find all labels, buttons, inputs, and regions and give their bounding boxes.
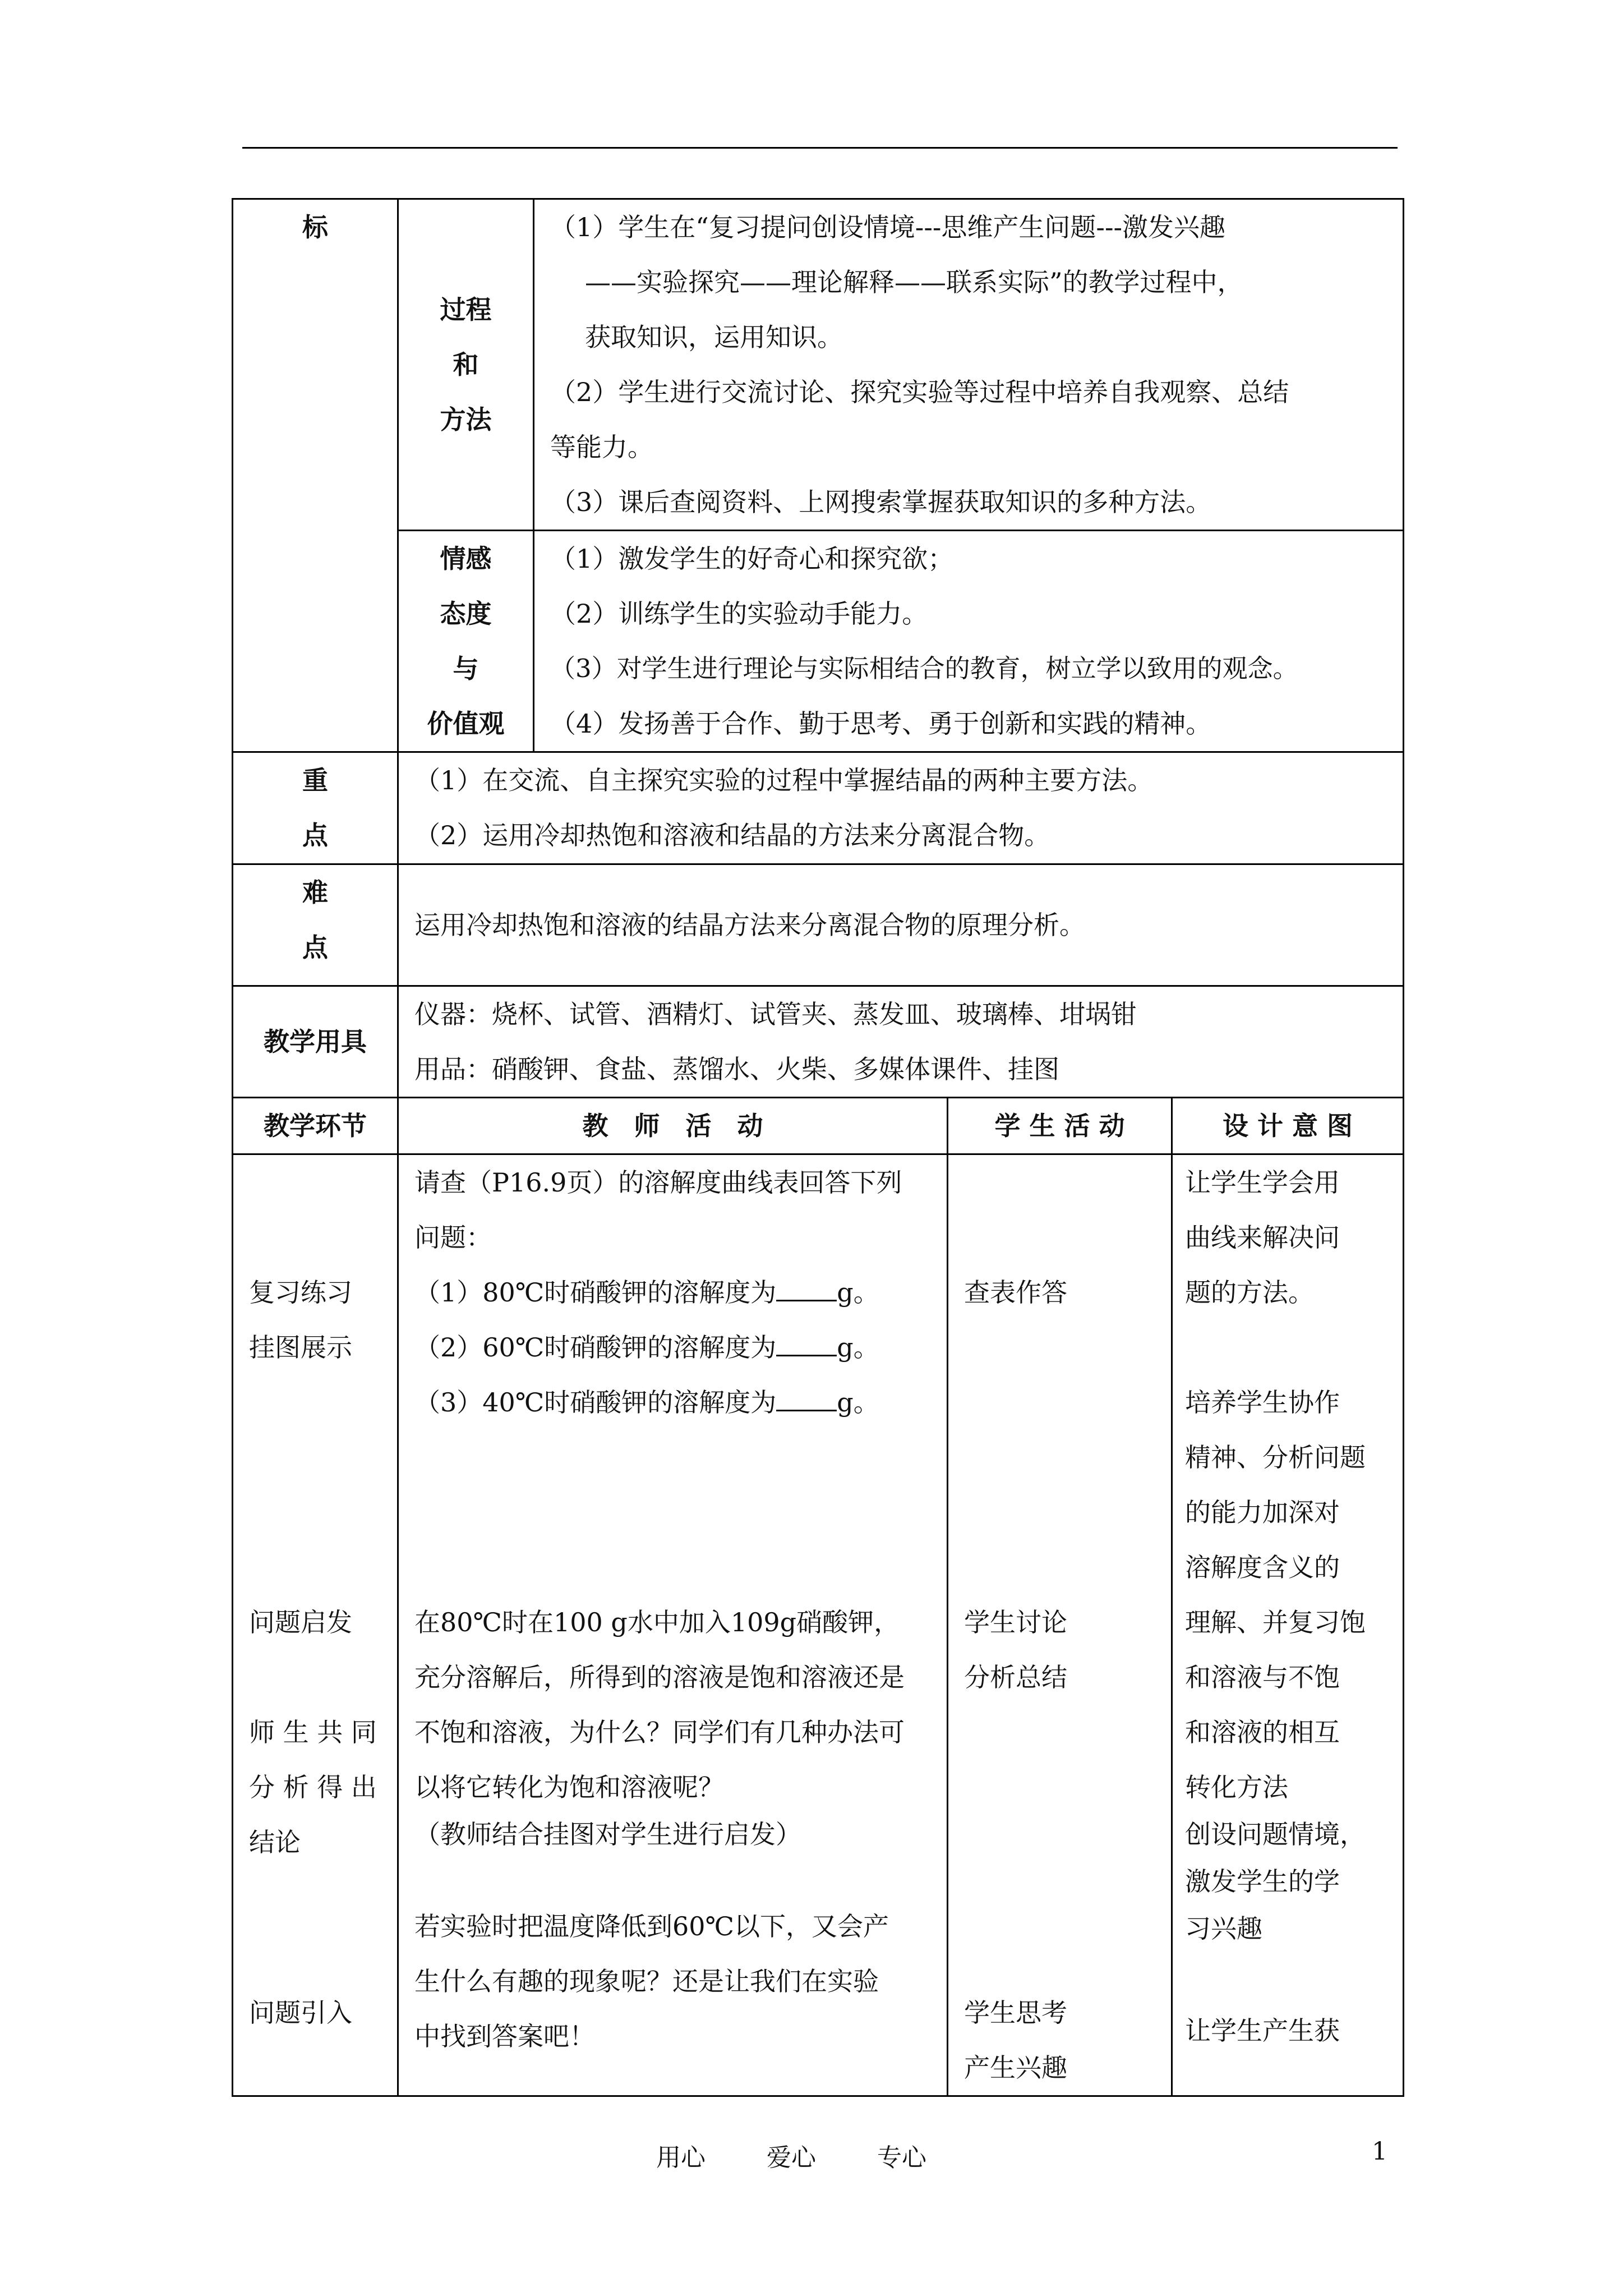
difficult-points-label-1: 难 — [302, 877, 328, 908]
process-method-item: 等能力。 — [550, 432, 653, 462]
teacher-question: （3）40℃时硝酸钾的溶解度为 g。 — [414, 1387, 879, 1418]
teacher-intro: 中找到答案吧！ — [414, 2021, 595, 2051]
stage-label: 复习练习 — [249, 1277, 352, 1308]
teacher-question: （1）80℃时硝酸钾的溶解度为 g。 — [414, 1277, 879, 1308]
design-intent-line: 溶解度含义的 — [1185, 1552, 1340, 1582]
key-points-label-2: 点 — [302, 820, 328, 850]
teaching-tools-row — [233, 986, 1404, 1098]
difficult-points-row — [233, 864, 1404, 986]
process-method-item: ——实验探究——理论解释——联系实际”的教学过程中， — [585, 267, 1243, 297]
key-point-item: （2）运用冷却热饱和溶液和结晶的方法来分离混合物。 — [414, 820, 1050, 850]
key-point-item: （1）在交流、自主探究实验的过程中掌握结晶的两种主要方法。 — [414, 765, 1154, 795]
process-method-item: （3）课后查阅资料、上网搜索掌握获取知识的多种方法。 — [550, 487, 1212, 517]
difficult-points-label-cell — [233, 864, 398, 986]
difficult-point-text: 运用冷却热饱和溶液的结晶方法来分离混合物的原理分析。 — [414, 910, 1085, 940]
objective-label-cell — [233, 199, 398, 752]
stage-label: 师 生 共 同 — [249, 1717, 377, 1747]
design-intent-line: 培养学生协作 — [1185, 1387, 1340, 1418]
design-intent-line: 理解、并复习饱 — [1185, 1607, 1366, 1637]
stage-label: 结论 — [249, 1827, 301, 1857]
process-header-row — [233, 1098, 1404, 1154]
teacher-activity-cell — [398, 1154, 948, 2096]
teacher-review-intro: 请查（P16.9页）的溶解度曲线表回答下列 — [414, 1167, 902, 1198]
teacher-intro: 若实验时把温度降低到60℃以下，又会产 — [414, 1911, 889, 1941]
teaching-tools-instruments: 仪器：烧杯、试管、酒精灯、试管夹、蒸发皿、玻璃棒、坩埚钳 — [414, 999, 1137, 1029]
emotion-values-content — [534, 531, 1404, 752]
difficult-points-label-2: 点 — [302, 932, 328, 963]
objective-label: 标 — [302, 212, 328, 242]
teacher-inquiry: 充分溶解后，所得到的溶液是饱和溶液还是 — [414, 1662, 905, 1692]
key-points-label-cell — [233, 752, 398, 864]
student-review: 查表作答 — [964, 1277, 1067, 1308]
process-method-label-1: 过程 — [440, 295, 492, 325]
student-intro: 产生兴趣 — [964, 2053, 1067, 2083]
page-number: 1 — [1372, 2137, 1387, 2166]
header-rule — [242, 147, 1398, 149]
emotion-values-item: （1）激发学生的好奇心和探究欲； — [550, 544, 954, 574]
teacher-intro: 生什么有趣的现象呢？还是让我们在实验 — [414, 1966, 879, 1996]
key-points-label-1: 重 — [302, 765, 328, 795]
answer-blank — [776, 1387, 837, 1411]
teaching-tools-label: 教学用具 — [264, 1027, 367, 1057]
objective-emotion-row — [233, 531, 1404, 752]
teacher-inquiry: 不饱和溶液，为什么？同学们有几种办法可 — [414, 1717, 905, 1747]
objective-process-row — [233, 199, 1404, 531]
design-intent-line: 曲线来解决问 — [1185, 1222, 1340, 1253]
header-design-intent: 设 计 意 图 — [1172, 1098, 1404, 1154]
design-intent-cell — [1172, 1154, 1404, 2096]
student-activity-cell — [948, 1154, 1172, 2096]
student-inquiry: 学生讨论 — [964, 1607, 1067, 1637]
teacher-question: （2）60℃时硝酸钾的溶解度为 g。 — [414, 1332, 879, 1363]
design-intent-line: 精神、分析问题 — [1185, 1442, 1366, 1473]
emotion-values-label-3: 与 — [453, 654, 479, 684]
process-body-row — [233, 1154, 1404, 2096]
design-intent-line: 和溶液的相互 — [1185, 1717, 1340, 1747]
difficult-points-content — [398, 864, 1404, 986]
emotion-values-label-cell — [398, 531, 534, 752]
stage-cell — [233, 1154, 398, 2096]
key-points-content — [398, 752, 1404, 864]
design-intent-line: 创设问题情境， — [1185, 1819, 1366, 1849]
process-method-label-2: 和 — [453, 349, 479, 380]
design-intent-line: 题的方法。 — [1185, 1277, 1314, 1308]
process-method-label-3: 方法 — [440, 404, 492, 435]
key-points-row — [233, 752, 1404, 864]
process-method-item: （1）学生在“复习提问创设情境---思维产生问题---激发兴趣 — [550, 212, 1226, 242]
header-teacher-activity: 教 师 活 动 — [398, 1098, 948, 1154]
process-method-label-cell — [398, 199, 534, 531]
stage-label: 分 析 得 出 — [249, 1772, 377, 1802]
process-method-content — [534, 199, 1404, 531]
student-inquiry: 分析总结 — [964, 1662, 1067, 1692]
design-intent-line: 的能力加深对 — [1185, 1497, 1340, 1527]
process-method-item: 获取知识，运用知识。 — [585, 322, 843, 352]
teacher-inquiry: 在80℃时在100 g水中加入109g硝酸钾， — [414, 1607, 900, 1637]
footer-motto-2: 爱心 — [767, 2143, 816, 2172]
stage-label: 挂图展示 — [249, 1332, 352, 1363]
answer-blank — [776, 1277, 837, 1301]
design-intent-line: 转化方法 — [1185, 1772, 1288, 1802]
teaching-tools-content — [398, 986, 1404, 1098]
process-method-item: （2）学生进行交流讨论、探究实验等过程中培养自我观察、总结 — [550, 377, 1289, 407]
emotion-values-item: （2）训练学生的实验动手能力。 — [550, 599, 928, 629]
stage-label: 问题引入 — [249, 1998, 352, 2028]
stage-label: 问题启发 — [249, 1607, 352, 1637]
header-student-activity: 学 生 活 动 — [948, 1098, 1172, 1154]
design-intent-line: 激发学生的学 — [1185, 1866, 1340, 1897]
design-intent-line: 让学生产生获 — [1185, 2016, 1340, 2046]
design-intent-line: 让学生学会用 — [1185, 1167, 1340, 1198]
emotion-values-label-2: 态度 — [440, 599, 492, 629]
emotion-values-item: （3）对学生进行理论与实际相结合的教育，树立学以致用的观念。 — [550, 654, 1298, 683]
answer-blank — [776, 1332, 837, 1356]
emotion-values-label-4: 价值观 — [427, 708, 505, 739]
teacher-inquiry: 以将它转化为饱和溶液呢？ — [414, 1772, 724, 1802]
design-intent-line: 和溶液与不饱 — [1185, 1662, 1340, 1692]
teaching-tools-label-cell — [233, 986, 398, 1098]
footer-motto-3: 专心 — [877, 2143, 926, 2172]
teacher-review-intro: 问题： — [414, 1222, 492, 1253]
emotion-values-item: （4）发扬善于合作、勤于思考、勇于创新和实践的精神。 — [550, 708, 1212, 739]
footer-motto-1: 用心 — [656, 2143, 706, 2172]
header-stage: 教学环节 — [233, 1098, 398, 1154]
emotion-values-label-1: 情感 — [440, 544, 492, 574]
teacher-inquiry: （教师结合挂图对学生进行启发） — [414, 1819, 801, 1849]
lesson-plan-table — [232, 198, 1404, 2097]
student-intro: 学生思考 — [964, 1998, 1067, 2028]
teaching-tools-supplies: 用品：硝酸钾、食盐、蒸馏水、火柴、多媒体课件、挂图 — [414, 1054, 1059, 1084]
design-intent-line: 习兴趣 — [1185, 1913, 1262, 1944]
